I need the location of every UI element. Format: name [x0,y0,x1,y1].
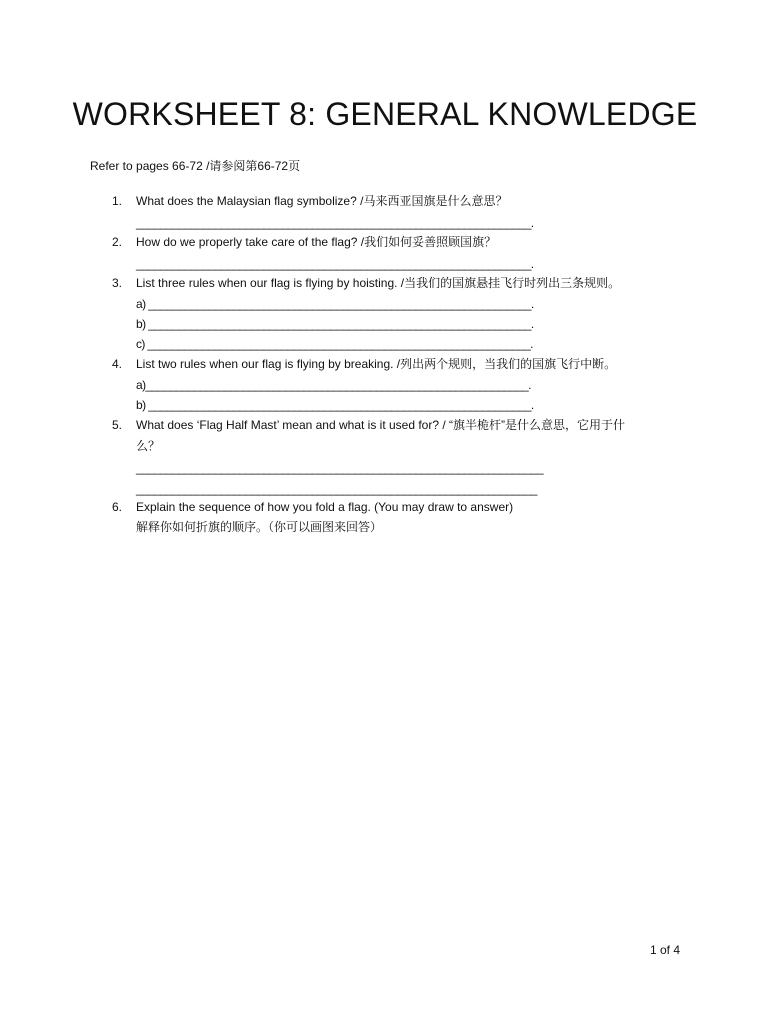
question-1-text: What does the Malaysian flag symbolize? /马来西亚国旗是什么意思？ [136,194,508,208]
question-4-text: List two rules when our flag is flying by breaking. /列出两个规则，当我们的国旗飞行中断。 [136,357,617,371]
question-3-answer-a: a) _______________________________________________________________. [136,297,534,311]
page-title: WORKSHEET 8: GENERAL KNOWLEDGE [72,96,698,132]
question-5-answer-line-2: __________________________________________________________________ [136,482,537,496]
question-2-number: 2. [112,235,123,249]
question-5-text: What does ‘Flag Half Mast’ mean and what is it used for? / “旗半桅杆”是什么意思，它用于什 [136,418,626,432]
page-number: 1 of 4 [649,943,680,957]
question-5-number: 5. [112,418,123,432]
question-6-number: 6. [112,500,123,514]
question-5-answer-line-1: ___________________________________________________________________ [136,461,543,475]
question-5-text-continued: 么？ [136,439,161,453]
question-1-answer-line: _________________________________________________________________. [136,216,534,230]
question-3-text: List three rules when our flag is flying by hoisting. /当我们的国旗悬挂飞行时列出三条规则。 [136,276,621,290]
question-6-text-chinese: 解释你如何折旗的顺序。（你可以画图来回答） [136,520,383,534]
question-3-answer-b: b) _______________________________________________________________. [136,317,534,331]
question-4-answer-b: b) _______________________________________________________________. [136,398,534,412]
question-3-number: 3. [112,276,123,290]
question-2-text: How do we properly take care of the flag? /我们如何妥善照顾国旗？ [136,235,497,249]
question-1-number: 1. [112,194,123,208]
question-4-number: 4. [112,357,123,371]
question-6-text: Explain the sequence of how you fold a flag. (You may draw to answer) [136,500,514,514]
question-2-answer-line: _________________________________________________________________. [136,257,534,271]
question-4-answer-a: a)_______________________________________________________________. [136,378,531,392]
page-instructions: Refer to pages 66-72 /请参阅第66-72页 [90,159,301,173]
question-3-answer-c: c) _______________________________________________________________. [136,337,533,351]
